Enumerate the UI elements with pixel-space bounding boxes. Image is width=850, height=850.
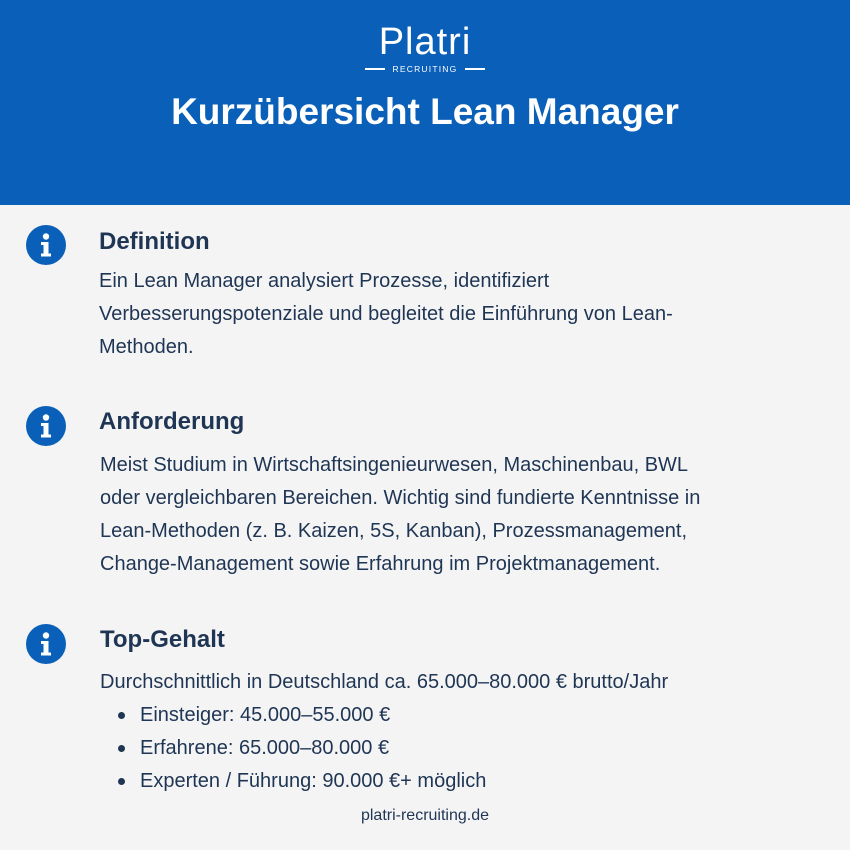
section-text-line: Verbesserungspotenziale und begleitet die Einführung von Lean- (99, 303, 673, 325)
bullet-dot (118, 712, 125, 719)
logo-wordmark: Platri (378, 21, 472, 63)
list-item-text: Erfahrene: 65.000–80.000 € (140, 737, 390, 759)
logo-rule-left (365, 68, 385, 70)
salary-summary: Durchschnittlich in Deutschland ca. 65.000–80.000 € brutto/Jahr (100, 671, 669, 693)
bullet-dot (118, 778, 125, 785)
list-item (118, 699, 486, 732)
salary-list (118, 699, 486, 798)
info-icon (26, 624, 66, 664)
header-banner (0, 0, 850, 205)
logo-rule-right (465, 68, 485, 70)
bullet-dot (118, 745, 125, 752)
platri-logo (0, 22, 850, 74)
section-text-line: Ein Lean Manager analysiert Prozesse, identifiziert (99, 270, 550, 292)
section-heading-top-gehalt: Top-Gehalt (100, 626, 225, 653)
section-text-line: Lean-Methoden (z. B. Kaizen, 5S, Kanban), Prozessmanagement, (100, 520, 688, 542)
footer-url: platri-recruiting.de (360, 807, 490, 824)
section-text-line: oder vergleichbaren Bereichen. Wichtig sind fundierte Kenntnisse in (100, 487, 701, 509)
list-item (118, 765, 486, 798)
list-item-text: Einsteiger: 45.000–55.000 € (140, 704, 391, 726)
section-text-line: Meist Studium in Wirtschaftsingenieurwesen, Maschinenbau, BWL (100, 454, 689, 476)
list-item-text: Experten / Führung: 90.000 €+ möglich (140, 770, 487, 792)
section-heading-definition: Definition (99, 228, 210, 255)
page-title: Kurzübersicht Lean Manager (171, 91, 679, 132)
info-icon (26, 225, 66, 265)
list-item (118, 732, 486, 765)
logo-tagline-text: RECRUITING (392, 64, 458, 74)
section-heading-anforderung: Anforderung (99, 408, 245, 435)
logo-tagline (0, 64, 850, 74)
info-icon (26, 406, 66, 446)
section-text-line: Methoden. (99, 336, 194, 358)
section-text-line: Change-Management sowie Erfahrung im Projektmanagement. (100, 553, 661, 575)
